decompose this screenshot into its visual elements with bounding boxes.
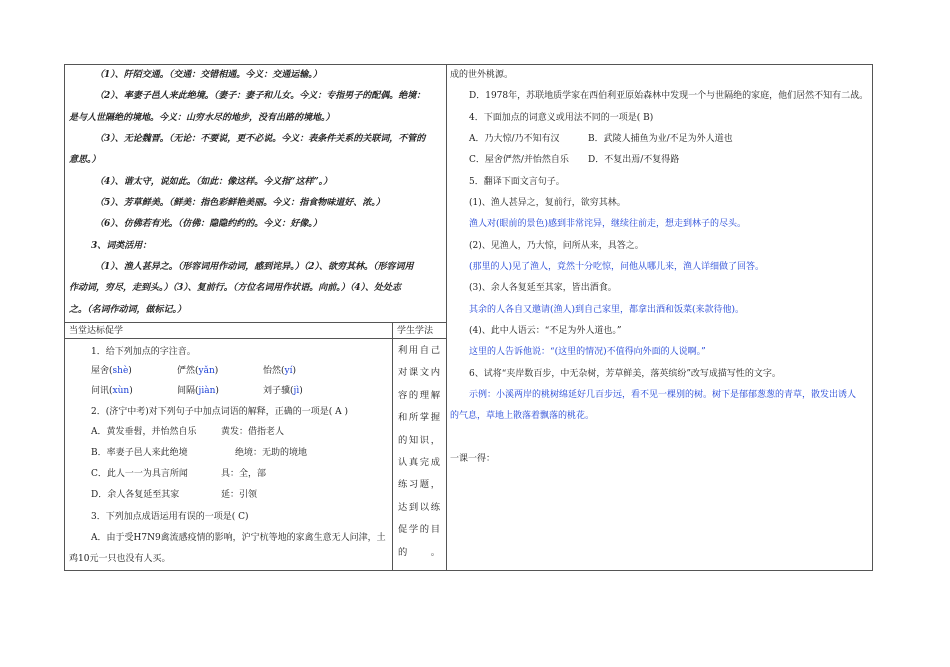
q2-option-b: B．率妻子邑人来此绝境 bbox=[91, 448, 188, 458]
right-q4-b: B．武陵人捕鱼为业/不足为外人道也 bbox=[588, 134, 733, 144]
side-text-line: 促学的目 bbox=[398, 524, 440, 536]
right-line-0: 成的世外桃源。 bbox=[450, 70, 514, 80]
side-text-line: 的。 bbox=[398, 546, 440, 558]
right-q5-4: (4)、此中人语云：“不足为外人道也。” bbox=[469, 326, 622, 336]
q2-option-d: D．余人各复延至其家 bbox=[91, 490, 180, 500]
q1-title: 1．给下列加点的字注音。 bbox=[91, 347, 196, 357]
q1-item-5: 间隔(jiàn) bbox=[177, 386, 219, 396]
left-line-9: 3、词类活用： bbox=[91, 241, 152, 251]
q2-option-c: C．此人一一为具言所闻 bbox=[91, 469, 188, 479]
side-column-divider bbox=[392, 322, 393, 571]
q1-item-4: 问讯(xùn) bbox=[91, 386, 133, 396]
q1-item-6: 刘子骥(jì) bbox=[263, 386, 303, 396]
left-line-3: 是与人世隔绝的境地。今义：山穷水尽的地步，没有出路的境地。） bbox=[69, 113, 335, 123]
right-line-1: D．1978年，苏联地质学家在西伯利亚原始森林中发现一个与世隔绝的家庭，他们居然不知有二战。 bbox=[469, 91, 869, 101]
left-line-10: （1）、渔人甚异之。（形容词用作动词，感到诧异。）（2）、欲穷其林。（形容词用 bbox=[95, 262, 414, 272]
column-divider bbox=[446, 64, 447, 571]
q1-item-1: 屋舍(shè) bbox=[91, 366, 132, 376]
q3-title: 3．下列加点成语运用有误的一项是( C) bbox=[91, 512, 249, 522]
right-q6-title: 6、试将“夹岸数百步，中无杂树，芳草鲜美，落英缤纷”改写成描写性的文字。 bbox=[469, 369, 781, 379]
side-text-line: 达到以练 bbox=[398, 501, 440, 513]
q3-option-a-line-2: 鸡10元一只也没有人买。 bbox=[69, 554, 171, 564]
side-header: 学生学法 bbox=[397, 326, 434, 336]
side-text-line: 认真完成 bbox=[398, 457, 440, 468]
header-divider bbox=[64, 338, 447, 339]
left-line-8: （6）、仿佛若有光。（仿佛：隐隐约约的。今义：好像。） bbox=[95, 219, 322, 229]
left-line-12: 之。（名词作动词，做标记。） bbox=[69, 305, 187, 315]
q2-option-c-note: 具：全，部 bbox=[221, 469, 267, 479]
side-text-line: 对课文内 bbox=[398, 367, 440, 379]
right-q4-a: A．乃大惊/乃不知有汉 bbox=[469, 134, 560, 144]
right-q4-c: C．屋舍俨然/并怡然自乐 bbox=[469, 155, 569, 165]
right-q5-2: (2)、见渔人，乃大惊，问所从来，具答之。 bbox=[469, 241, 644, 251]
side-text-line: 容的理解 bbox=[398, 389, 440, 401]
right-q5-4-answer: 这里的人告诉他说：“(这里的情况)不值得向外面的人说啊。” bbox=[469, 347, 706, 357]
section-header: 当堂达标促学 bbox=[69, 326, 124, 336]
section-divider bbox=[64, 322, 447, 323]
q2-option-b-note: 绝境：无助的境地 bbox=[235, 448, 308, 458]
side-text-line: 的知识， bbox=[398, 434, 440, 446]
right-q5-2-answer: (那里的人)见了渔人，竟然十分吃惊，问他从哪儿来，渔人详细做了回答。 bbox=[469, 262, 765, 272]
q2-option-a-note: 黄发：借指老人 bbox=[221, 427, 285, 437]
right-q5-3: (3)、余人各复延至其家，皆出酒食。 bbox=[469, 283, 617, 293]
side-text-line: 和所掌握 bbox=[398, 412, 440, 424]
right-q5-3-answer: 其余的人各自又邀请(渔人)到自己家里，都拿出酒和饭菜(来款待他)。 bbox=[469, 305, 745, 315]
q2-option-a: A．黄发垂髫，并怡然自乐 bbox=[91, 427, 197, 437]
right-reflection: 一课一得： bbox=[450, 454, 496, 464]
side-text-line: 练习题， bbox=[398, 479, 440, 491]
q2-option-d-note: 延：引领 bbox=[221, 490, 258, 500]
right-q4-d: D．不复出焉/不复得路 bbox=[588, 155, 680, 165]
side-text-line: 利用自己 bbox=[398, 345, 440, 356]
left-line-7: （5）、芳草鲜美。（鲜美：指色彩鲜艳美丽。今义：指食物味道好、浓。） bbox=[95, 198, 385, 208]
left-line-5: 意思。） bbox=[69, 155, 101, 165]
right-q5-1: (1)、渔人甚异之，复前行，欲穷其林。 bbox=[469, 198, 626, 208]
q2-title: 2．(济宁中考)对下列句子中加点词语的解释，正确的一项是( A ) bbox=[91, 407, 348, 417]
left-line-1: （1）、阡陌交通。（交通：交错相通。今义：交通运输。） bbox=[95, 70, 322, 80]
q1-item-3: 怡然(yí) bbox=[263, 366, 297, 376]
left-line-2: （2）、率妻子邑人来此绝境。（妻子：妻子和儿女。今义：专指男子的配偶。绝境： bbox=[95, 91, 426, 101]
q3-option-a-line-1: A．由于受H7N9禽流感疫情的影响，沪宁杭等地的家禽生意无人问津，土 bbox=[91, 533, 386, 543]
left-line-6: （4）、谐太守，说如此。（如此：像这样。今义指“这样”。） bbox=[95, 177, 333, 187]
right-q6-answer-line-2: 的气息，草地上散落着飘落的桃花。 bbox=[450, 411, 595, 421]
right-q4-title: 4．下面加点的词意义或用法不同的一项是( B) bbox=[469, 113, 654, 123]
right-q5-1-answer: 渔人对(眼前的景色)感到非常诧异，继续往前走，想走到林子的尽头。 bbox=[469, 219, 747, 229]
right-q6-answer-line-1: 示例：小溪两岸的桃树绵延好几百步远，看不见一棵别的树。树下是郁郁葱葱的青草，散发出诱人 bbox=[469, 390, 857, 400]
left-line-4: （3）、无论魏晋。（无论：不要说，更不必说。今义：表条件关系的关联词，不管的 bbox=[95, 134, 426, 144]
q1-item-2: 俨然(yǎn) bbox=[177, 366, 219, 376]
left-line-11: 作动词，穷尽，走到头。）（3）、复前行。（方位名词用作状语。向前。）（4）、处处志 bbox=[69, 283, 402, 293]
right-q5-title: 5．翻译下面文言句子。 bbox=[469, 177, 565, 187]
